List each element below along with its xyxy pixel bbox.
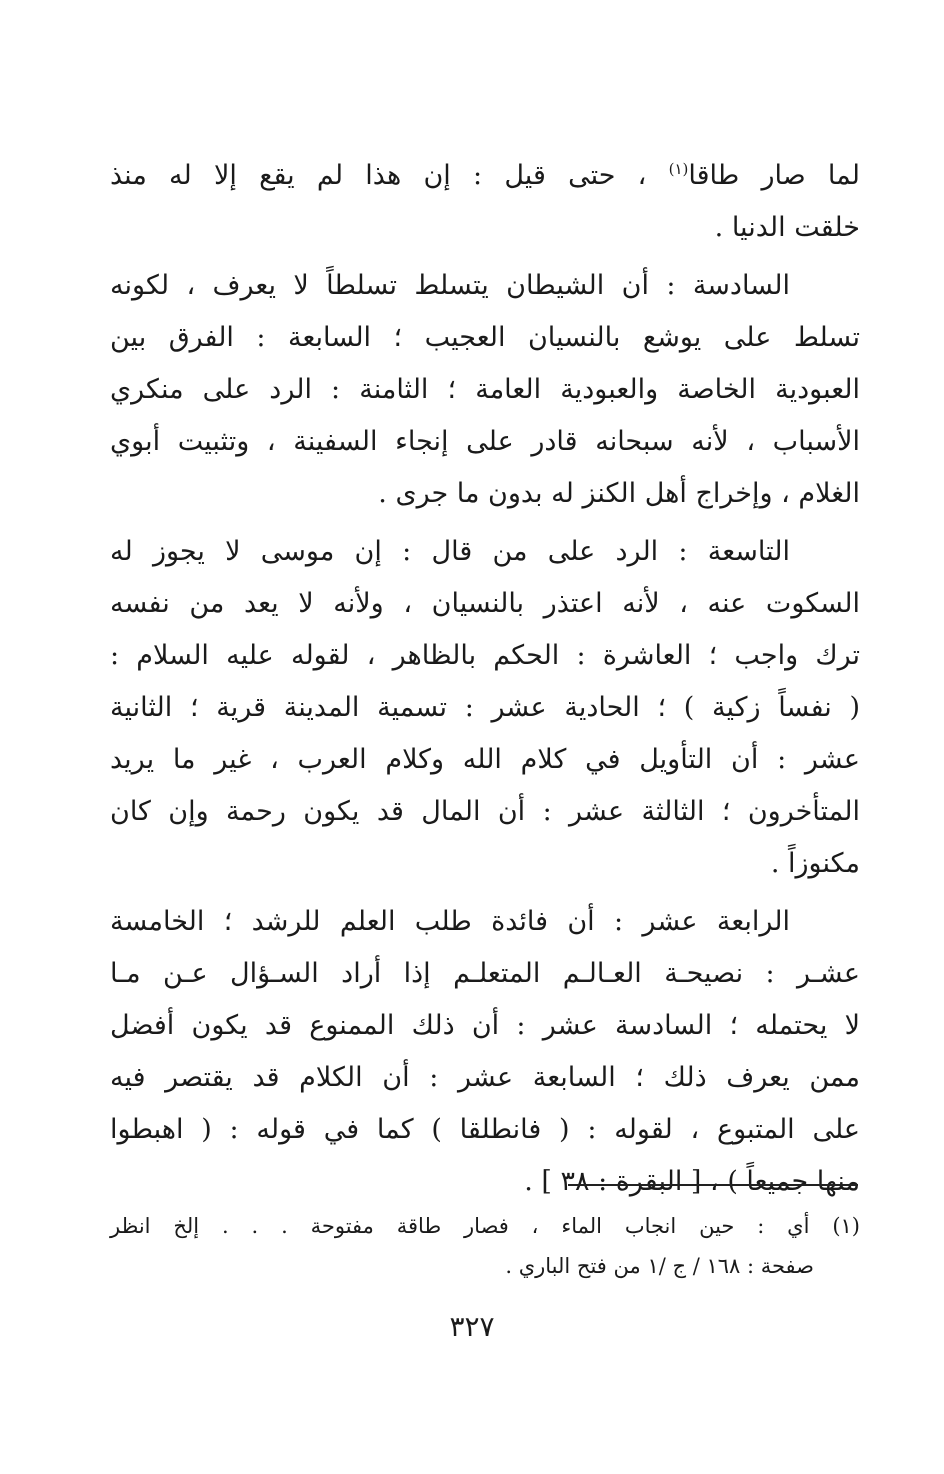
footnote-line: (١) أي : حين انجاب الماء ، فصار طاقة مفتوحة . . . إلخ انظر: [110, 1214, 860, 1238]
footnote: [110, 1206, 860, 1286]
text-line: ممن يعرف ذلك ؛ السابعة عشر : أن الكلام قد يقتصر فيه: [110, 1062, 860, 1093]
footnote-line: صفحة : ١٦٨ / ج /١ من فتح الباري .: [505, 1254, 814, 1278]
text-line: [110, 150, 860, 202]
text-line: مكنوزاً .: [770, 848, 860, 879]
text-line: الرابعة عشر : أن فائدة طلب العلم للرشد ؛ الخامسة: [110, 906, 790, 937]
text-line: التاسعة : الرد على من قال : إن موسى لا يجوز له: [110, 536, 790, 567]
text-line: لا يحتمله ؛ السادسة عشر : أن ذلك الممنوع قد يكون أفضل: [110, 1010, 860, 1041]
text-run: ، حتى قيل : إن هذا لم يقع إلا له منذ: [110, 160, 669, 191]
main-text: [110, 150, 860, 1208]
page-number: ٣٢٧: [449, 1310, 495, 1343]
text-line: المتأخرون ؛ الثالثة عشر : أن المال قد يكون رحمة وإن كان: [110, 796, 860, 827]
text-run: لما صار طاقا: [688, 160, 860, 191]
text-line: السادسة : أن الشيطان يتسلط تسلطاً لا يعرف ، لكونه: [110, 270, 790, 301]
text-line: منها جميعاً ) ، [ البقرة : ٣٨ ] .: [524, 1166, 860, 1197]
text-line: عشـر : نصيحـة العـالـم المتعلـم إذا أراد السـؤال عـن مـا: [110, 958, 860, 989]
text-line: خلقت الدنيا .: [714, 212, 860, 243]
text-line: تسلط على يوشع بالنسيان العجيب ؛ السابعة : الفرق بين: [110, 322, 860, 353]
text-line: ( نفساً زكية ) ؛ الحادية عشر : تسمية المدينة قرية ؛ الثانية: [110, 692, 860, 723]
paragraph-4: [110, 896, 860, 1208]
footnote-separator: [568, 1184, 858, 1186]
text-line: ترك واجب ؛ العاشرة : الحكم بالظاهر ، لقوله عليه السلام :: [110, 640, 860, 671]
text-line: الغلام ، وإخراج أهل الكنز له بدون ما جرى .: [378, 478, 860, 509]
paragraph-2: [110, 260, 860, 520]
footnote-reference[interactable]: (١): [668, 160, 689, 178]
paragraph-3: [110, 526, 860, 890]
text-line: على المتبوع ، لقوله : ( فانطلقا ) كما في قوله : ( اهبطوا: [110, 1114, 860, 1145]
text-line: عشر : أن التأويل في كلام الله وكلام العرب ، غير ما يريد: [110, 744, 860, 775]
text-line: السكوت عنه ، لأنه اعتذر بالنسيان ، ولأنه لا يعد من نفسه: [110, 588, 860, 619]
text-line: العبودية الخاصة والعبودية العامة ؛ الثامنة : الرد على منكري: [110, 374, 860, 405]
paragraph-1: [110, 150, 860, 254]
text-line: الأسباب ، لأنه سبحانه قادر على إنجاء السفينة ، وتثبيت أبوي: [110, 426, 860, 457]
